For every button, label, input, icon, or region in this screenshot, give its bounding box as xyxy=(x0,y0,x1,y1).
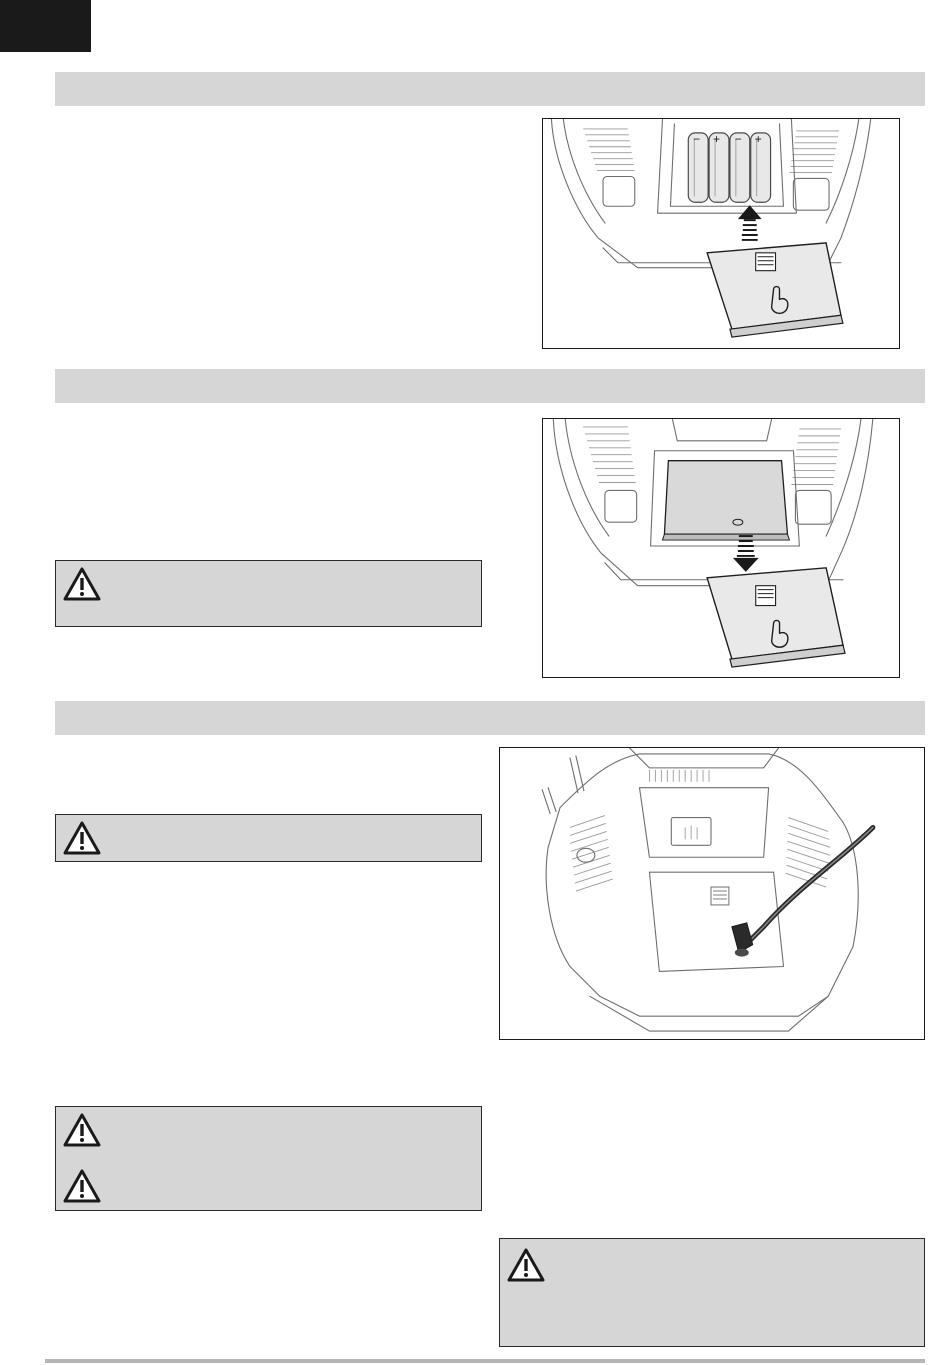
polarity-label: + xyxy=(713,131,721,146)
section-bar-battery-pack xyxy=(55,369,925,403)
figure-charging-port xyxy=(499,747,925,1040)
polarity-label: − xyxy=(693,131,701,146)
warning-triangle-icon xyxy=(63,1169,101,1203)
warning-box xyxy=(55,814,482,862)
warning-box xyxy=(499,1238,925,1347)
figure-battery-pack-remove xyxy=(542,418,900,678)
polarity-label: + xyxy=(754,131,762,146)
remove-arrow-icon xyxy=(733,536,759,572)
warning-box xyxy=(55,560,482,627)
warning-triangle-icon xyxy=(507,1248,545,1282)
insert-arrow-icon xyxy=(738,205,762,240)
warning-triangle-icon xyxy=(63,567,101,601)
language-tab xyxy=(0,0,91,52)
warning-triangle-icon xyxy=(63,1113,101,1147)
footer-rule xyxy=(45,1359,925,1363)
warning-box xyxy=(55,1106,482,1211)
figure-aa-battery-install xyxy=(542,118,900,349)
warning-triangle-icon xyxy=(63,821,101,855)
polarity-label: − xyxy=(734,131,742,146)
section-bar-battery-aa xyxy=(55,72,925,106)
section-bar-charging xyxy=(55,701,925,735)
